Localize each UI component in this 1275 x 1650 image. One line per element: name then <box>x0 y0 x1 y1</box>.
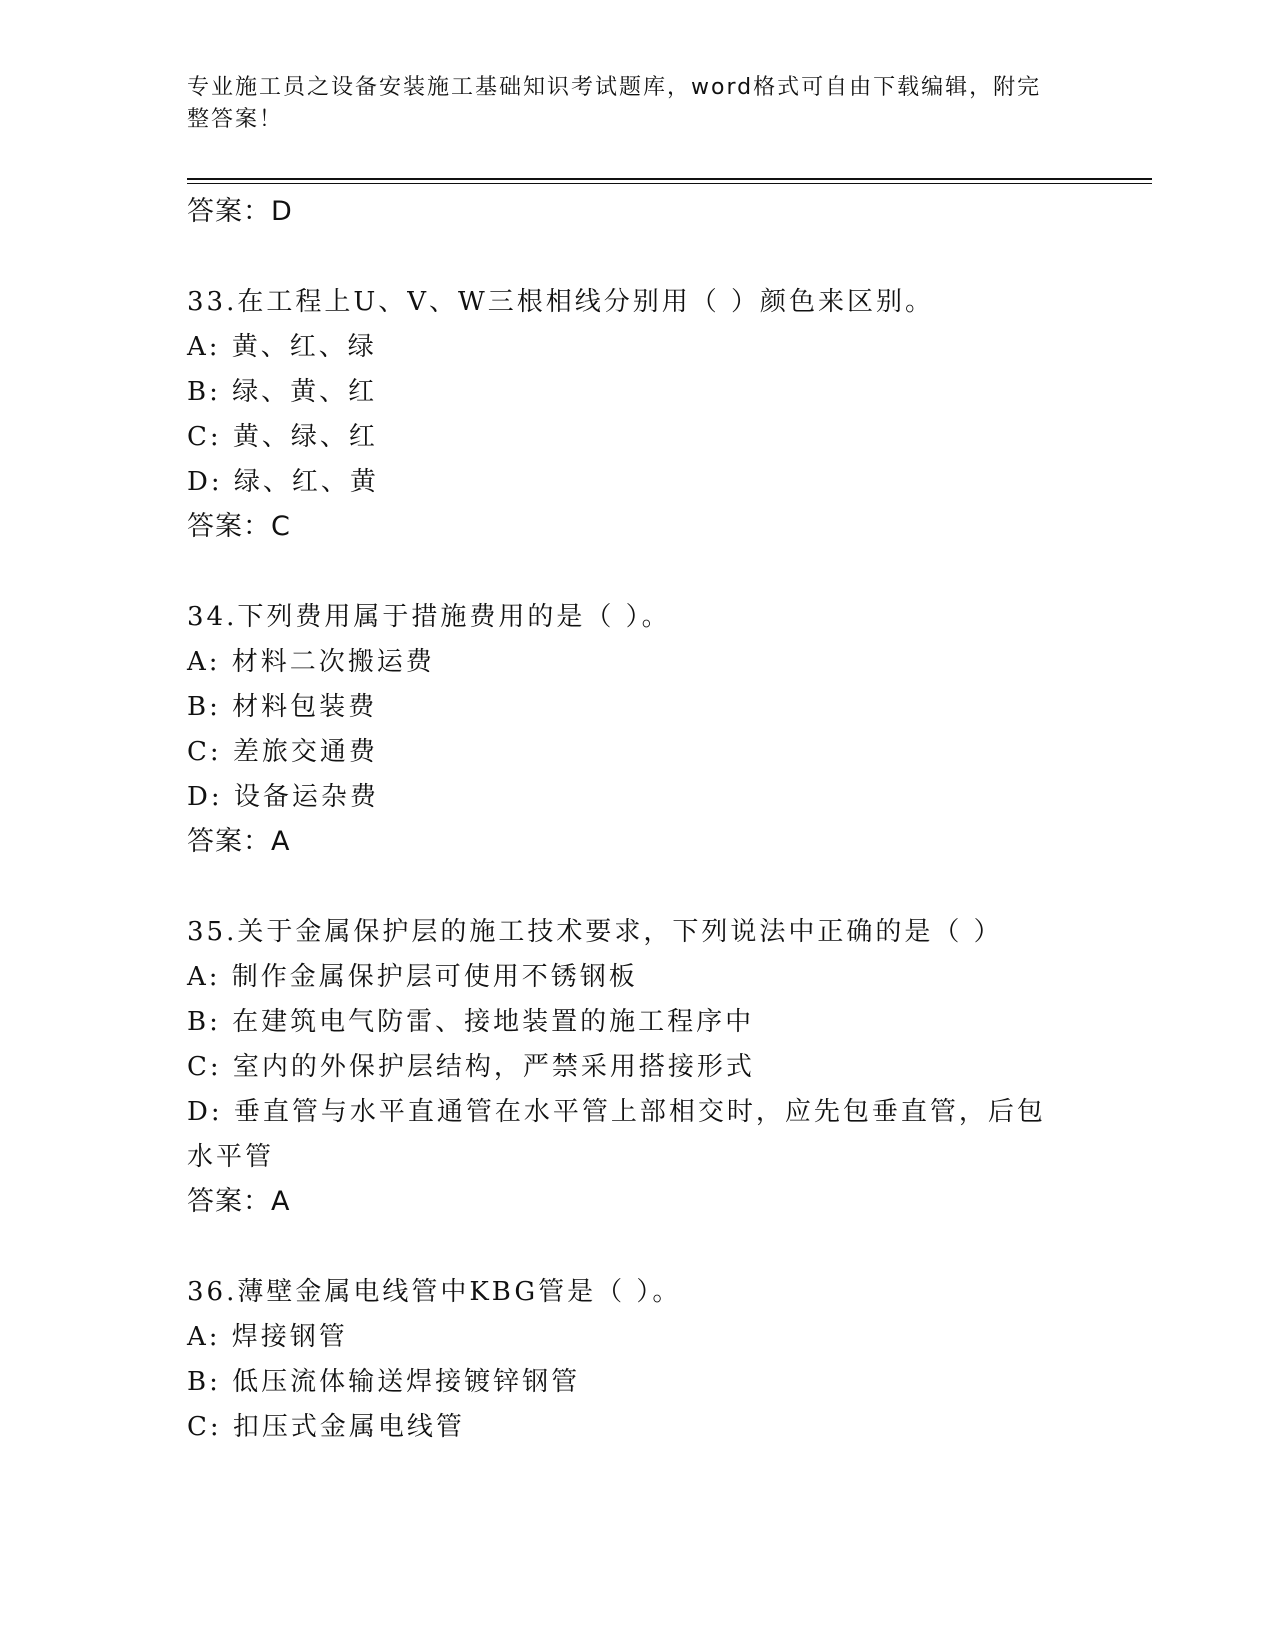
option-b: B: 绿、黄、红 <box>187 377 378 407</box>
answer: 答案：A <box>187 826 291 857</box>
document-header <box>187 72 1067 136</box>
answer-prev: 答案：D <box>187 196 293 227</box>
header-divider-thick <box>187 178 1152 180</box>
question-list <box>187 190 1087 1450</box>
answer: 答案：C <box>187 511 291 542</box>
option-c: C: 室内的外保护层结构，严禁采用搭接形式 <box>187 1052 755 1082</box>
option-a: A: 制作金属保护层可使用不锈钢板 <box>187 962 638 992</box>
question-stem: 34.下列费用属于措施费用的是（ ）。 <box>187 602 671 632</box>
option-d: D: 设备运杂费 <box>187 782 379 812</box>
option-d: D: 垂直管与水平直通管在水平管上部相交时，应先包垂直管，后包水平管 <box>187 1097 1046 1172</box>
option-a: A: 黄、红、绿 <box>187 332 377 362</box>
header-divider-thin <box>187 183 1152 184</box>
header-line-2: 整答案！ <box>187 107 284 132</box>
option-a: A: 材料二次搬运费 <box>187 647 435 677</box>
question-33 <box>187 280 1087 549</box>
option-c: C: 扣压式金属电线管 <box>187 1412 465 1442</box>
option-d: D: 绿、红、黄 <box>187 467 379 497</box>
question-stem: 35.关于金属保护层的施工技术要求，下列说法中正确的是（ ） <box>187 917 1003 947</box>
option-c: C: 差旅交通费 <box>187 737 378 767</box>
option-b: B: 低压流体输送焊接镀锌钢管 <box>187 1367 581 1397</box>
question-stem: 36.薄壁金属电线管中KBG管是（ ）。 <box>187 1277 682 1307</box>
option-a: A: 焊接钢管 <box>187 1322 348 1352</box>
question-35 <box>187 910 1087 1224</box>
question-36 <box>187 1270 1087 1450</box>
option-b: B: 材料包装费 <box>187 692 378 722</box>
question-34 <box>187 595 1087 864</box>
option-c: C: 黄、绿、红 <box>187 422 378 452</box>
header-line-1: 专业施工员之设备安装施工基础知识考试题库，word格式可自由下载编辑，附完 <box>187 75 1042 100</box>
question-stem: 33.在工程上U、V、W三根相线分别用（ ）颜色来区别。 <box>187 287 935 317</box>
answer: 答案：A <box>187 1186 291 1217</box>
option-b: B: 在建筑电气防雷、接地装置的施工程序中 <box>187 1007 755 1037</box>
